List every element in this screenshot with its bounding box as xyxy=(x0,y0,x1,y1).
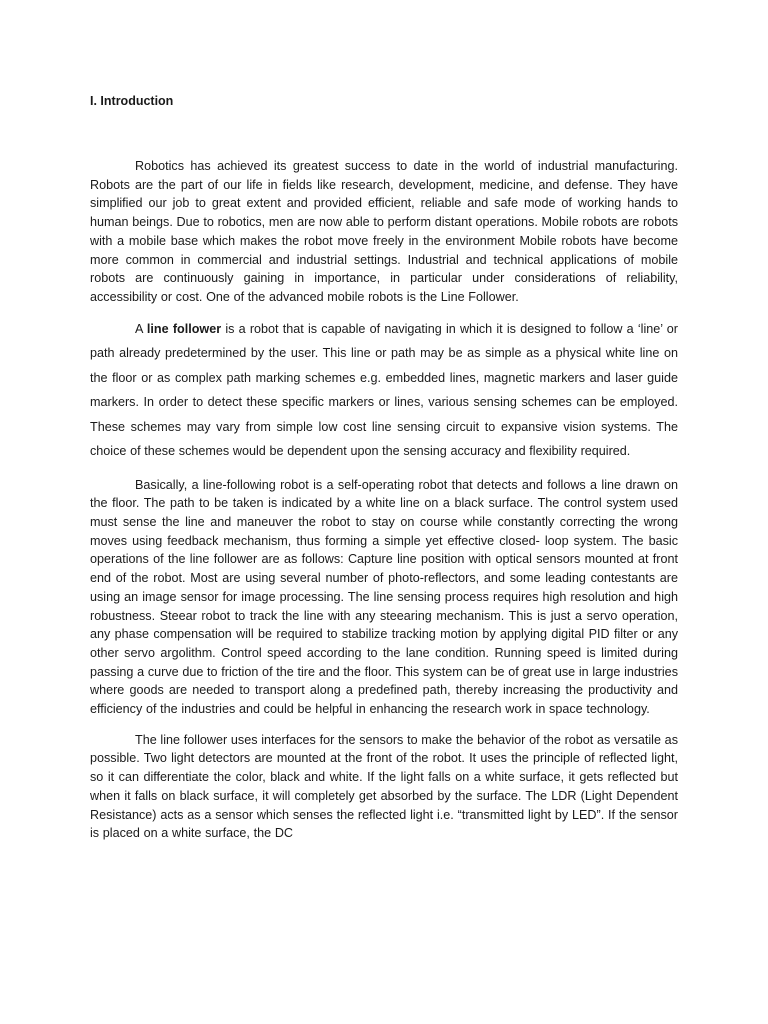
paragraph-robotics: Robotics has achieved its greatest success to date in the world of industrial manufacturing. Robots are the part of our life in fields like research, development, medicine, and defense. They have simplified our job to great extent and provided efficient, reliable and safe mode of working hands to human beings. Due to robotics, men are now able to perform distant operations. Mobile robots are robots with a mobile base which makes the robot move freely in the environment Mobile robots have become more common in commercial and industrial settings. Industrial and technical applications of mobile robots are continuously gaining in importance, in particular under considerations of reliability, accessibility or cost. One of the advanced mobile robots is the Line Follower. xyxy=(90,159,678,304)
paragraph-sensors: The line follower uses interfaces for the sensors to make the behavior of the robot as versatile as possible. Two light detectors are mounted at the front of the robot. It uses the principle of reflected light, so it can differentiate the color, black and white. If the light falls on a white surface, it gets reflected but when it falls on black surface, it will completely get absorbed by the surface. The LDR (Light Dependent Resistance) acts as a sensor which senses the reflected light i.e. “transmitted light by LED”. If the sensor is placed on a white surface, the DC xyxy=(90,732,678,841)
section-heading: I. Introduction xyxy=(90,94,174,108)
paragraph-rest-text: is a robot that is capable of navigating in which it is designed to follow a ‘line’ or path already predetermined by the user. This line or path may be as simple as a physical white line on the floor or as complex path marking schemes e.g. embedded lines, magnetic markers and laser guide markers. In order to detect these specific markers or lines, various sensing schemes can be employed. These schemes may vary from simple low cost line sensing circuit to expansive vision systems. The choice of these schemes would be dependent upon the sensing accuracy and flexibility required. xyxy=(90,321,678,459)
paragraph-lead-text: A xyxy=(135,321,147,336)
document-page xyxy=(90,92,678,843)
paragraph-line-follower xyxy=(90,317,678,464)
paragraph-basics: Basically, a line-following robot is a self-operating robot that detects and follows a line drawn on the floor. The path to be taken is indicated by a white line on a black surface. The control system used must sense the line and maneuver the robot to stay on course while constantly correcting the wrong moves using feedback mechanism, thus forming a simple yet effective closed- loop system. The basic operations of the line follower are as follows: Capture line position with optical sensors mounted at front end of the robot. Most are using several number of photo-reflectors, and some leading contestants are using an image sensor for image processing. The line sensing process requires high resolution and high robustness. Steear robot to track the line with any steearing mechanism. This is just a servo operation, any phase compensation will be required to stabilize tracking motion by applying digital PID filter or any other servo argolithm. Control speed according to the lane condition. Running speed is limited during passing a curve due to friction of the tire and the floor. This system can be of great use in large industries where goods are needed to transport along a predefined path, thereby increasing the productivity and efficiency of the industries and could be helpful in enhancing the research work in space technology. xyxy=(90,477,678,717)
line-follower-term: line follower xyxy=(146,321,222,336)
